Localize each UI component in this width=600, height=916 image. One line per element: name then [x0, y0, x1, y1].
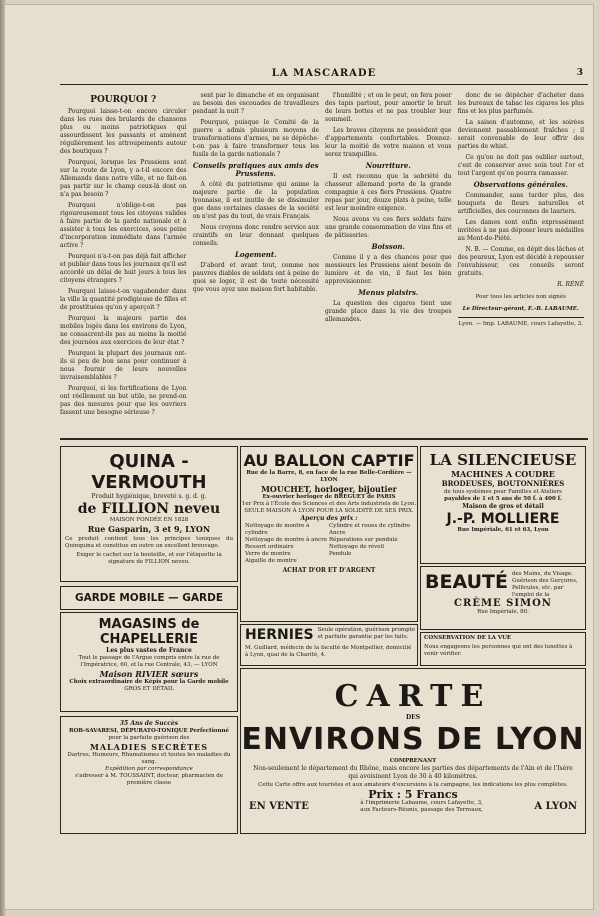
paragraph: donc de se dépêcher d'acheter dans les bureaux de tabac les cigares les plus fins et les plus parfumés. [457, 92, 584, 115]
article-columns [60, 92, 584, 422]
ad-line: Cette Carte offre aux touristes et aux amateurs d'excursions à la campagne, les indications les plus complètes. [258, 782, 568, 788]
ad-price: Prix : 5 Francs [368, 788, 458, 801]
ad-line: à l'imprimerie Labaume, cours Lafayette, 3, [360, 800, 483, 806]
paragraph: Pourquoi n'oblige-t-on pas rigoureusement tous les citoyens valides à faire partie de la garde nationale et à assister à tous les exercices, sous peine d'incorporation immédiate dans l'armée active ? [60, 202, 187, 249]
price-item: Ressort ordinaire [245, 544, 294, 550]
ad-line: COMPRENANT [389, 758, 437, 764]
ad-line: Non-seulement le département du Rhône, mais encore les parties des départements de l'Ain et de l'Isère qui avoisinent Lyon de 30 à 40 kilomètres. [253, 765, 573, 780]
price-item: Aiguille de montre [245, 558, 297, 564]
ad-line: Les plus vastes de France [106, 647, 192, 654]
ad-line: pour la parfaite guérison des [108, 735, 190, 741]
paragraph: A côté du patriotisme qui anime la majeure partie de la population lyonnaise, il est inutile de se dissimuler que dans certaines classes de la société on n'est pas du tout, de vrais Français. [192, 181, 319, 220]
section-heading: Menus plaisirs. [358, 288, 419, 297]
price-table [241, 523, 417, 565]
ad-address: Rue Impériale, 61 et 63, Lyon [457, 527, 549, 533]
paragraph: Ce qu'on ne doit pas oublier surtout, c'est de conserver avec soin tout l'or et tout l'argent qu'on pourra ramasser. [457, 154, 584, 177]
ad-line: Choix extraordinaire de Képis pour la Garde mobile [69, 679, 229, 685]
beaute-text [512, 567, 585, 599]
ad-title: QUINA - VERMOUTH [91, 451, 207, 493]
paragraph: Pourquoi laisse-t-on vagabonder dans la ville la quantité prodigieuse de filles et de prostituées qu'on y aperçoit ? [60, 288, 187, 311]
page-header [60, 68, 588, 85]
price-column-right [329, 523, 413, 565]
ad-line: Nous engageons les personnes qui ont des lunettes à venir vérifier. [424, 644, 573, 657]
ad-title: MAGASINS de CHAPELLERIE [98, 617, 200, 647]
printer-line: Lyon. — Imp. LABAUME, cours Lafayette, 3. [458, 317, 585, 328]
ad-name: Maison RIVIER sœurs [99, 669, 199, 679]
paragraph: Comme il y a des chances pour que messieurs les Prussiens aient besoin de lumière et de vin, il faut les bien approvisionner. [325, 254, 452, 285]
ad-line: DES [405, 714, 421, 721]
ad-carte-environs-lyon [240, 668, 586, 834]
page-number: 3 [576, 68, 584, 78]
ad-title: GARDE MOBILE — GARDE [74, 592, 224, 604]
section-heading: Logement. [234, 250, 277, 259]
paragraph: Pourquoi, puisque le Comité de la guerre a admis plusieurs moyens de transformations d'armes, ne se dépêche-t-on pas à faire transformer tous les fusils de la garde nationale ? [192, 119, 319, 158]
article-title-pourquoi: POURQUOI ? [90, 95, 157, 105]
ad-name: MOUCHET, horloger, bijoutier [261, 484, 397, 494]
ad-line: GROS ET DÉTAIL [124, 686, 174, 692]
ad-line: Produit hygiénique, breveté s. g. d. g. [91, 493, 207, 500]
paragraph: Commander, sans tarder plus, des bouquets de fleurs naturelles et artificielles, des couronnes de lauriers. [457, 192, 584, 215]
column-1 [60, 92, 187, 422]
price-item: Ancre [329, 530, 346, 536]
ad-line: Maison de gros et détail [462, 503, 544, 510]
column-3 [325, 92, 452, 422]
paragraph: Pourquoi, lorsque les Prussiens sont sur la route de Lyon, y a-t-il encore des Allemands dans notre ville, et ne fait-on pas partir sur le champ ceux-là dont on n'a pas besoin ? [60, 159, 187, 198]
paragraph: La question des cigares tient une grande place dans la vie des troupes allemandes. [325, 300, 452, 323]
ads-divider [60, 438, 588, 440]
ad-description: Ce produit contient tous les principes toniques du Quinquina et constitue en outre un excellent breuvage. [65, 536, 233, 549]
price-item: Nettoyage de réveil [329, 544, 384, 550]
article-title-conseils: Conseils pratiques aux amis des Prussiens. [192, 161, 319, 178]
paragraph: Pourquoi laisse-t-on encore circuler dans les rues des brulards de chansons plus ou moins patriotiques qui assourdissent les passants et amènent régulièrement les attroupements autour des boutiques ? [60, 108, 187, 155]
ad-line: Seule opération, guérison prompte et parfaite garantie par les faits. [317, 627, 416, 640]
paragraph: La saison d'automne, et les soirées deviennent passablement fraîches ; il serait convenable de leur offrir des parties de whist. [457, 119, 584, 150]
paragraph: Pourquoi la plupart des journaux ont-ils si peu de bon sens pour continuer à nous fournir de leurs nouvelles invraisemblables ? [60, 350, 187, 381]
ad-line: des Mains, du Visage. [511, 571, 573, 577]
carte-sale-places [309, 800, 535, 814]
paragraph: l'humilité ; et on le peut, on fera poser des tapis partout, pour amortir le bruit de leurs bottes et ne pas troubler leur sommeil. [325, 92, 452, 123]
ad-line: payables de 1 et 5 ans de 50 f. à 400 f. [444, 496, 562, 502]
ad-title: AU BALLON CAPTIF [243, 451, 415, 470]
paragraph: Nous croyons donc rendre service aux craintifs en leur donnant quelques conseils. [192, 224, 319, 247]
ad-line: MALADIES SECRÈTES [89, 742, 209, 752]
ad-title: LA SILENCIEUSE [429, 451, 577, 469]
carte-sale-row [241, 800, 585, 814]
ad-line: M. Guillard, médecin de la faculté de Montpellier, domicilié à Lyon, quai de la Charité, 4. [245, 645, 412, 658]
ad-line: Tout le passage de l'Argue compris entre la rue de l'Impératrice, 60, et la rue Centrale, 43, — LYON [78, 655, 220, 668]
ad-name: de FILLION neveu [77, 501, 221, 517]
ad-line: Expédition par correspondance [105, 766, 193, 772]
ad-warning: Exiger le cachet sur la bouteille, et sur l'étiquette la signature de FILLION neveu. [76, 552, 222, 565]
paragraph: Pourquoi la majeure partie des mobiles logés dans les environs de Lyon, ne consacrent-ils pas au moins la moitié des journées aux exercices de leur état ? [60, 315, 187, 346]
ad-quina-vermouth [60, 446, 238, 582]
ad-garde-mobile [60, 586, 238, 610]
paragraph: Nous avons vu ces fiers soldats faire une grande consommation de vins fins et de pâtisseries. [325, 216, 452, 239]
ad-line: MACHINES A COUDRE [451, 469, 555, 479]
ad-line: BRODEUSES, BOUTONNIÈRES [441, 479, 565, 488]
ad-footer: ACHAT D'OR ET D'ARGENT [282, 567, 376, 574]
price-title: Aperçu des prix : [300, 515, 358, 522]
ad-la-silencieuse [420, 446, 586, 564]
paragraph: Pourquoi n'a-t-on pas déjà fait afficher et publier dans tous les journaux qu'il est accordé un délai de huit jours à tous les citoyens étrangers ? [60, 253, 187, 284]
ad-line: 1er Prix à l'École des Sciences et des Arts industriels de Lyon. [241, 501, 417, 507]
ad-address: Rue Impériale, 80. [477, 609, 529, 615]
ad-line: Dartres, Humeurs, Rhumatismes et toutes les maladies du sang. [67, 752, 231, 765]
ad-line: Guérison des Gerçures, Pellicules, etc. par l'emploi de la [511, 578, 578, 598]
ad-city: A LYON [534, 801, 577, 812]
hernies-row [241, 625, 417, 645]
ad-title: HERNIES [245, 627, 314, 643]
ad-title: BEAUTÉ [425, 571, 508, 593]
ad-title: ROB-SAVARESI, DÉPURATO-TONIQUE Perfectionné [69, 728, 229, 734]
ad-hernies [240, 624, 418, 666]
ad-product: CRÈME SIMON [454, 598, 552, 609]
paragraph: Pourquoi, si les fortifications de Lyon ont réellement un but utile, ne prend-on pas des mesures pour que les ouvriers fassent une besogne sérieuse ? [60, 385, 187, 416]
paragraph: Les braves citoyens ne possèdent que d'appartements confortables. Donnez-leur la moitié de votre maison et vous serez tranquilles. [325, 127, 452, 158]
price-item: Nettoyage de montre à cylindre [245, 523, 310, 536]
ad-rob-savaresi [60, 716, 238, 834]
section-heading: Observations générales. [473, 180, 568, 189]
ad-name: J.-P. MOLLIERE [446, 511, 560, 527]
ad-line: s'adresser à M. TOUSSAINT, docteur, pharmacien de première classe [74, 773, 224, 786]
price-item: Cylindre et roues de cylindre [329, 523, 411, 529]
ad-line: de tous systèmes pour Familles et Ateliers [444, 489, 562, 495]
ad-line: Ex-ouvrier horloger de BREGUET de PARIS [262, 494, 396, 500]
ad-sale-label: EN VENTE [249, 801, 309, 812]
ad-line: MAISON FONDÉE EN 1828 [109, 517, 189, 523]
price-column-left [245, 523, 329, 565]
ad-title: CARTE [334, 679, 492, 714]
footer-note: Pour tous les articles non signés [475, 294, 566, 300]
ad-conservation-vue [420, 632, 586, 666]
ad-title: CONSERVATION DE LA VUE [424, 635, 512, 641]
section-heading: Boisson. [371, 242, 405, 251]
ad-line: Rue de la Barre, 8, en face de la rue Belle-Cordière — LYON [246, 470, 412, 483]
price-item: Nettoyage de montre à ancre [245, 537, 327, 543]
director-line: Le Directeur-gérant, E.-B. LABAUME. [462, 306, 579, 312]
price-item: Verre de montre [245, 551, 291, 557]
ad-ballon-captif [240, 446, 418, 622]
column-4 [458, 92, 585, 422]
paragraph: D'abord et avant tout, comme nos pauvres diables de soldats ont à peine de quoi se loger, il est de toute nécessité que vous ayez une maison fort habitable. [192, 262, 319, 293]
paragraph: Les dames sont enfin expressément invitées à ne pas déposer leurs médailles au Mont-de-Piété. [457, 219, 584, 242]
price-item: Réparations sur pendule [329, 537, 398, 543]
ad-beaute [420, 566, 586, 630]
paragraph: Il est reconnu que la sobriété du chasseur allemand porte de la grande compagnie à ces fiers Prussiens. Quatre repas par jour, douze plats à peine, telle est leur moindre exigence. [325, 173, 452, 212]
column-2 [193, 92, 320, 422]
signature: R. RÉNÉ [557, 281, 584, 288]
ad-address: Rue Gasparin, 3 et 9, LYON [87, 524, 211, 534]
ad-line: 35 Ans de Succès [119, 720, 179, 727]
header-title: LA MASCARADE [271, 68, 377, 79]
beaute-row [421, 567, 585, 599]
ad-magasins-chapellerie [60, 612, 238, 712]
ad-line: SEULE MAISON À LYON POUR LA SOLIDITÉ DE SES PRIX. [244, 508, 414, 514]
ad-main-title: ENVIRONS DE LYON [241, 722, 585, 757]
paragraph: sent par le dimanche et en organisant au besoin des escouades de travailleurs pendant la nuit ? [192, 92, 319, 115]
section-heading: Nourriture. [365, 161, 411, 170]
ad-line: aux Facteurs-Réunis, passage des Terreaux, [360, 807, 483, 813]
paragraph: N. B. — Comme, en dépit des lâches et des peureux, Lyon est décidé à repousser l'envahisseur, ces conseils seront gratuits. [457, 246, 584, 277]
price-item: Pendule [329, 551, 352, 557]
